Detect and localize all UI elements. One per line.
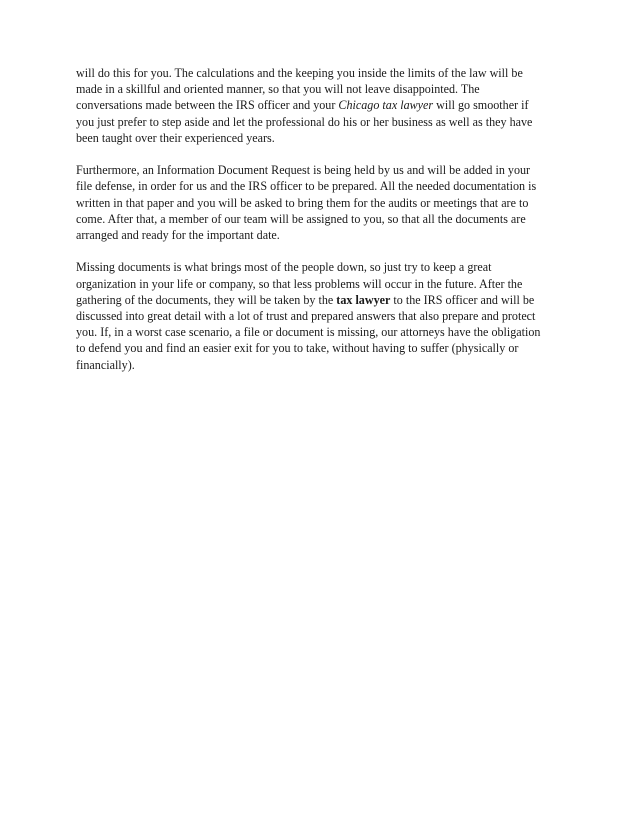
text-segment: will do this for you. The calculations and the keeping you inside the limits of the law will be [76, 66, 523, 80]
text-segment: written in that paper and you will be asked to bring them for the audits or meetings that are to [76, 195, 529, 210]
text-line [76, 211, 566, 227]
text-line [76, 324, 566, 340]
text-line [76, 97, 566, 113]
text-line [76, 292, 566, 308]
text-line [76, 357, 566, 373]
text-line [76, 81, 566, 97]
text-segment: gathering of the documents, they will be taken by the [76, 292, 337, 307]
text-line [76, 65, 566, 81]
text-segment: arranged and ready for the important date. [76, 228, 280, 243]
document-body [76, 65, 566, 389]
paragraph-2 [76, 162, 566, 243]
text-segment: to the IRS officer and will be [390, 292, 535, 307]
text-segment: been taught over their experienced years. [76, 130, 275, 145]
bold-keyword-text: tax lawyer [336, 292, 391, 307]
text-segment: financially). [76, 357, 135, 372]
text-line [76, 308, 566, 324]
text-segment: Missing documents is what brings most of the people down, so just try to keep a great [76, 260, 492, 275]
text-segment: come. After that, a member of our team will be assigned to you, so that all the documents are [76, 211, 526, 226]
emphasis-link-text: Chicago tax lawyer [338, 98, 434, 113]
text-segment: you. If, in a worst case scenario, a file or document is missing, our attorneys have the obligation [76, 325, 541, 340]
text-line [76, 259, 566, 275]
text-segment: conversations made between the IRS officer and your [76, 98, 339, 113]
text-segment: made in a skillful and oriented manner, so that you will not leave disappointed. The [76, 82, 480, 97]
text-segment: to defend you and find an easier exit for you to take, without having to suffer (physically or [76, 341, 519, 356]
text-line [76, 130, 566, 146]
text-line [76, 114, 566, 130]
text-line [76, 227, 566, 243]
text-line [76, 162, 566, 178]
text-segment: will go smoother if [433, 98, 529, 113]
paragraph-1 [76, 65, 566, 146]
text-line [76, 340, 566, 356]
paragraph-3 [76, 259, 566, 372]
text-segment: discussed into great detail with a lot of trust and prepared answers that also prepare and protect [76, 309, 536, 324]
text-segment: file defense, in order for us and the IRS officer to be prepared. All the needed documentation is [76, 179, 537, 194]
text-segment: you just prefer to step aside and let the professional do his or her business as well as they have [76, 114, 533, 129]
text-line [76, 178, 566, 194]
text-line [76, 276, 566, 292]
text-line [76, 195, 566, 211]
text-segment: organization in your life or company, so that less problems will occur in the future. After the [76, 276, 523, 291]
text-segment: Furthermore, an Information Document Request is being held by us and will be added in your [76, 163, 531, 178]
